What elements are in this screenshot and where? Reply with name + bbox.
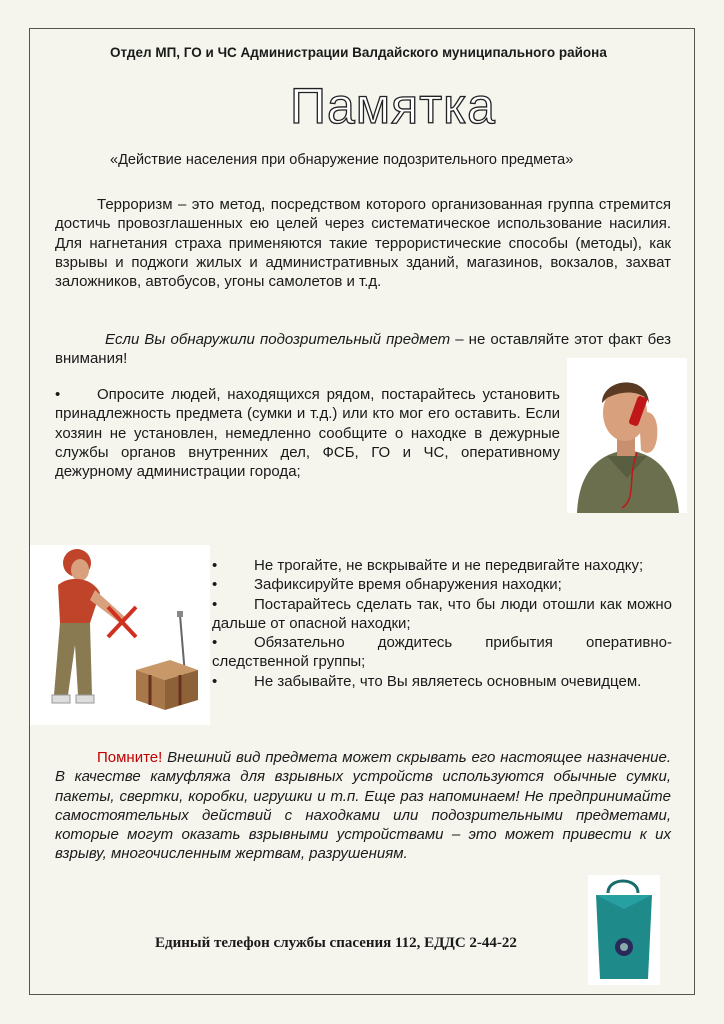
remember-paragraph <box>55 748 671 864</box>
list-item <box>212 556 672 575</box>
bullet-marker: • <box>212 634 218 652</box>
list-item <box>212 575 672 594</box>
bullet-ask-people-text: Опросите людей, находящихся рядом, постарайтесь установить принадлежность предмета (сумки и т.д.) или кто мог его оставить. Если хозяин не установлен, немедленно сообщите о находке в дежурные службы органов внутренних дел, ФСБ, ГО и ЧС, оперативному дежурному администрации города; <box>55 386 560 481</box>
list-item-text: Не трогайте, не вскрывайте и не передвигайте находку; <box>254 557 644 574</box>
list-item <box>212 595 672 634</box>
emergency-phone-footer: Единый телефон службы спасения 112, ЕДДС 2-44-22 <box>155 935 517 951</box>
list-item-text: Не забывайте, что Вы являетесь основным очевидцем. <box>254 672 642 690</box>
found-object-rest: – не оставляйте этот факт без внимания! <box>55 331 671 368</box>
bullet-marker: • <box>212 557 218 574</box>
list-item-text: Обязательно дождитесь прибытия оперативно-следственной группы; <box>212 634 672 671</box>
page-title: Памятка <box>290 78 496 134</box>
list-item <box>212 672 672 691</box>
man-phone-illustration <box>567 358 687 513</box>
bullet-ask-people <box>55 385 560 481</box>
department-header: Отдел МП, ГО и ЧС Администрации Валдайского муниципального района <box>110 45 607 60</box>
woman-box-illustration <box>30 545 210 725</box>
remember-text: Внешний вид предмета может скрывать его настоящее назначение. В качестве камуфляжа для взрывных устройств используются обычные сумки, пакеты, свертки, коробки, игрушки и т.п. Еще раз напоминаем! Не предпринимайте самостоятельных действий с находками или подозрительными предметами, которые могут оказать взрывными устройствами – это может привести к их взрыву, многочисленным жертвам, разрушениям. <box>55 749 671 863</box>
intro-paragraph: Терроризм – это метод, посредством которого организованная группа стремится достичь провозглашенных ею целей через систематическое использование насилия. Для нагнетания страха применяются такие террористические способы (методы), как взрывы и поджоги жилых и административных зданий, магазинов, вокзалов, захват заложников, автобусов, угоны самолетов и т.д. <box>55 196 671 291</box>
list-item-text: Зафиксируйте время обнаружения находки; <box>254 576 562 594</box>
list-item <box>212 633 672 672</box>
found-object-italic: Если Вы обнаружили подозрительный предмет <box>105 331 451 348</box>
list-item-text: Постарайтесь сделать так, что бы люди отошли как можно дальше от опасной находки; <box>212 595 672 632</box>
safety-rules-list <box>212 556 672 691</box>
bullet-marker: • <box>212 576 218 594</box>
memo-subtitle: «Действие населения при обнаружение подозрительного предмета» <box>110 152 574 168</box>
bullet-marker: • <box>212 595 218 613</box>
remember-label: Помните! <box>97 749 163 766</box>
suspicious-bag-illustration <box>588 875 660 985</box>
bullet-marker: • <box>212 672 218 690</box>
bullet-marker: • <box>55 386 61 403</box>
